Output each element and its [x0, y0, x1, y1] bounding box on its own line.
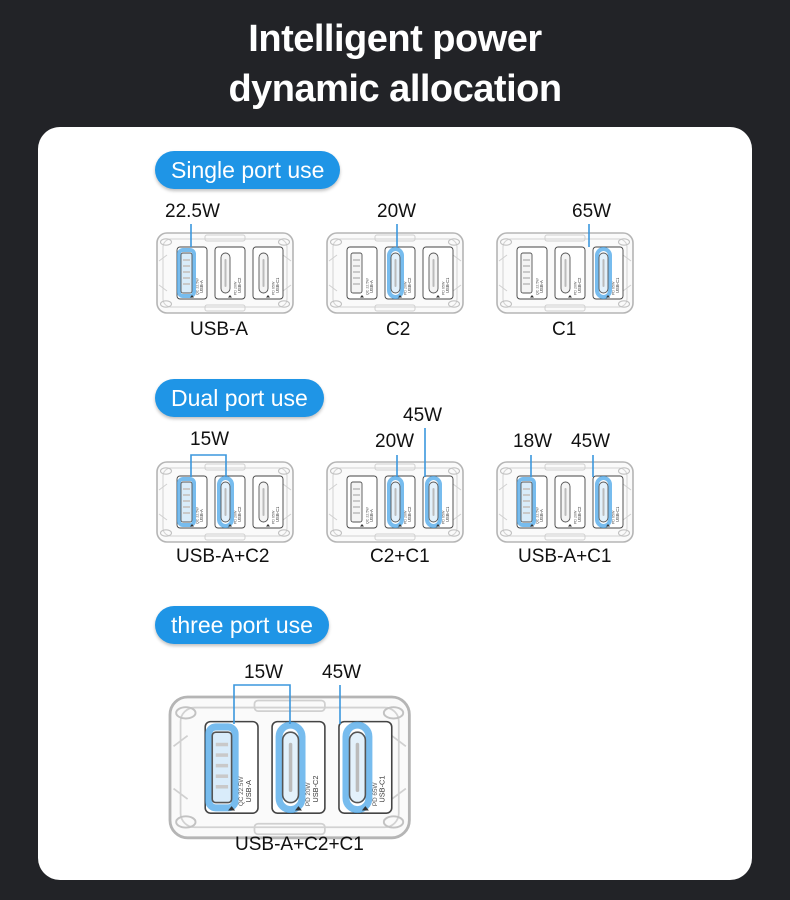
caption-dual-usba-c2: USB-A+C2 — [176, 546, 270, 567]
port-spec-text: PD 65W — [441, 510, 446, 524]
charger-dual-usba-c2 — [157, 462, 293, 542]
port-spec-text: PD 20W — [304, 782, 312, 807]
port-name-text: USB-C2 — [577, 506, 582, 522]
watt-label-dual-c1b: 45W — [571, 431, 611, 452]
port-name-text: USB-A — [369, 280, 374, 293]
watt-label-dual-c1: 45W — [403, 405, 443, 426]
port-spec-text: PD 20W — [573, 281, 578, 295]
port-name-text: USB-C2 — [237, 277, 242, 293]
port-spec-text: PD 20W — [403, 510, 408, 524]
port-spec-text: PD 65W — [441, 281, 446, 295]
port-spec-text: PD 65W — [371, 782, 379, 807]
port-name-text: USB-A — [199, 280, 204, 293]
port-name-text: USB-C1 — [615, 277, 620, 293]
charger-single-usba — [157, 233, 293, 313]
port-name-text: USB-A — [243, 780, 253, 803]
port-spec-text: PD 65W — [611, 510, 616, 524]
port-name-text: USB-C2 — [407, 277, 412, 293]
port-spec-text: PD 20W — [233, 281, 238, 295]
charger-dual-c2-c1 — [327, 462, 463, 542]
port-name-text: USB-C1 — [615, 506, 620, 522]
caption-three: USB-A+C2+C1 — [235, 834, 364, 855]
watt-label-single-c1: 65W — [572, 201, 612, 222]
section-pill-dual: Dual port use — [155, 379, 324, 417]
port-spec-text: QC 22.5W — [238, 776, 246, 807]
port-spec-text: QC 22.5W — [195, 507, 200, 524]
port-name-text: USB-A — [199, 509, 204, 522]
port-name-text: USB-C1 — [377, 775, 387, 803]
port-spec-text: PD 20W — [573, 510, 578, 524]
port-name-text: USB-C2 — [237, 506, 242, 522]
port-name-text: USB-C1 — [275, 277, 280, 293]
title-line-1: Intelligent power — [248, 18, 542, 60]
port-name-text: USB-C2 — [577, 277, 582, 293]
title-line-2: dynamic allocation — [228, 68, 562, 110]
port-name-text: USB-C2 — [310, 775, 320, 803]
port-spec-text: PD 65W — [271, 281, 276, 295]
caption-single-c1: C1 — [552, 319, 577, 340]
port-spec-text: QC 22.5W — [365, 278, 370, 295]
port-name-text: USB-A — [539, 509, 544, 522]
port-spec-text: QC 22.5W — [365, 507, 370, 524]
caption-single-c2: C2 — [386, 319, 411, 340]
watt-label-dual-c2: 20W — [375, 431, 415, 452]
port-spec-text: QC 22.5W — [535, 507, 540, 524]
port-spec-text: PD 20W — [403, 281, 408, 295]
caption-dual-c2-c1: C2+C1 — [370, 546, 430, 567]
charger-dual-usba-c1 — [497, 462, 633, 542]
port-spec-text: PD 65W — [271, 510, 276, 524]
watt-label-single-c2: 20W — [377, 201, 417, 222]
watt-label-three-c1: 45W — [322, 662, 362, 683]
section-pill-three: three port use — [155, 606, 329, 644]
port-name-text: USB-C1 — [445, 277, 450, 293]
port-spec-text: QC 22.5W — [535, 278, 540, 295]
port-name-text: USB-C1 — [275, 506, 280, 522]
port-spec-text: PD 65W — [611, 281, 616, 295]
port-name-text: USB-A — [369, 509, 374, 522]
watt-label-dual-usba-c2: 15W — [190, 429, 230, 450]
watt-label-single-usba: 22.5W — [165, 201, 220, 222]
port-spec-text: PD 20W — [233, 510, 238, 524]
port-spec-text: QC 22.5W — [195, 278, 200, 295]
watt-label-dual-usba: 18W — [513, 431, 553, 452]
port-name-text: USB-C1 — [445, 506, 450, 522]
caption-single-usba: USB-A — [190, 319, 249, 340]
port-name-text: USB-A — [539, 280, 544, 293]
charger-single-c1 — [497, 233, 633, 313]
port-name-text: USB-C2 — [407, 506, 412, 522]
charger-single-c2 — [327, 233, 463, 313]
watt-label-three-usba-c2: 15W — [244, 662, 284, 683]
section-pill-single: Single port use — [155, 151, 340, 189]
caption-dual-usba-c1: USB-A+C1 — [518, 546, 612, 567]
